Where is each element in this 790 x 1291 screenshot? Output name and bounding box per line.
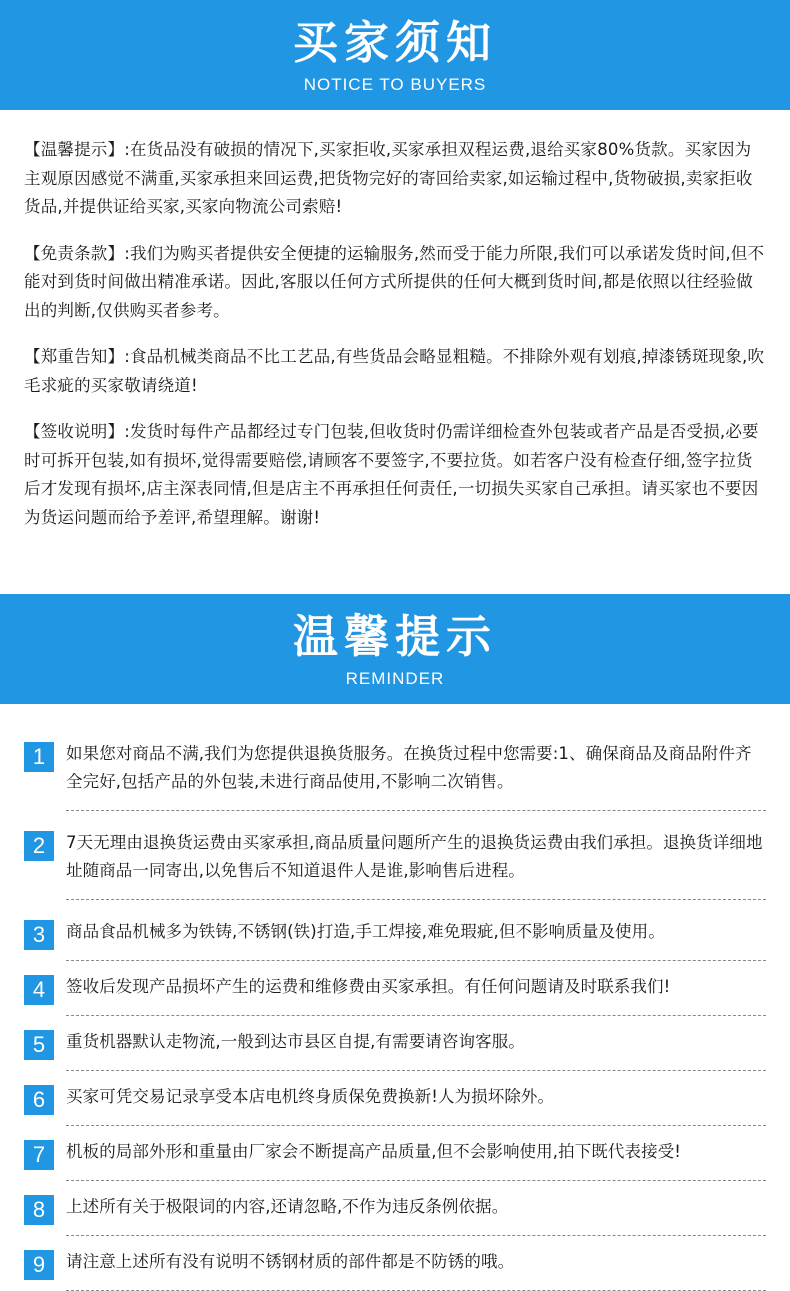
item-number-badge: 5 bbox=[24, 1030, 54, 1060]
reminder-subtitle: REMINDER bbox=[345, 669, 445, 688]
item-text: 重货机器默认走物流,一般到达市县区自提,有需要请咨询客服。 bbox=[66, 1032, 525, 1051]
item-text: 机板的局部外形和重量由厂家会不断提高产品质量,但不会影响使用,拍下既代表接受! bbox=[66, 1142, 682, 1161]
reminder-item bbox=[32, 1187, 766, 1236]
reminder-title: 温馨提示 bbox=[292, 610, 497, 663]
item-text: 请注意上述所有没有说明不锈钢材质的部件都是不防锈的哦。 bbox=[66, 1252, 515, 1271]
reminder-item bbox=[32, 1077, 766, 1126]
item-number-badge: 8 bbox=[24, 1195, 54, 1225]
notice-paragraph-disclaimer: 【免责条款】:我们为购买者提供安全便捷的运输服务,然而受于能力所限,我们可以承诺发货时间,但不能对到货时间做出精准承诺。因此,客服以任何方式所提供的任何大概到货时间,都是依照以往经验做出的判断,仅供购买者参考。 bbox=[24, 243, 765, 320]
notice-title: 买家须知 bbox=[292, 16, 497, 69]
item-text: 7天无理由退换货运费由买家承担,商品质量问题所产生的退换货运费由我们承担。退换货详细地址随商品一同寄出,以免售后不知道退件人是谁,影响售后进程。 bbox=[66, 833, 763, 880]
item-number-badge: 3 bbox=[24, 920, 54, 950]
item-number-badge: 6 bbox=[24, 1085, 54, 1115]
item-number-badge: 9 bbox=[24, 1250, 54, 1280]
notice-paragraph-receipt: 【签收说明】:发货时每件产品都经过专门包装,但收货时仍需详细检查外包装或者产品是否受损,必要时可拆开包装,如有损坏,觉得需要赔偿,请顾客不要签字,不要拉货。如若客户没有检查仔细,签字拉货后才发现有损坏,店主深表同情,但是店主不再承担任何责任,一切损失买家自己承担。请买家也不要因为货运问题而给予差评,希望理解。谢谢! bbox=[24, 422, 759, 527]
notice-paragraph-announcement: 【郑重告知】:食品机械类商品不比工艺品,有些货品会略显粗糙。不排除外观有划痕,掉漆锈斑现象,吹毛求疵的买家敬请绕道! bbox=[24, 347, 765, 395]
item-number-badge: 2 bbox=[24, 831, 54, 861]
notice-subtitle: NOTICE TO BUYERS bbox=[303, 75, 487, 94]
reminder-item bbox=[32, 1132, 766, 1181]
notice-banner bbox=[0, 0, 790, 110]
item-text: 如果您对商品不满,我们为您提供退换货服务。在换货过程中您需要:1、确保商品及商品附件齐全完好,包括产品的外包装,未进行商品使用,不影响二次销售。 bbox=[66, 744, 752, 791]
reminder-item bbox=[32, 823, 766, 900]
item-text: 商品食品机械多为铁铸,不锈钢(铁)打造,手工焊接,难免瑕疵,但不影响质量及使用。 bbox=[66, 922, 665, 941]
item-text: 买家可凭交易记录享受本店电机终身质保免费换新!人为损坏除外。 bbox=[66, 1087, 555, 1106]
notice-body bbox=[0, 110, 790, 594]
notice-paragraph-tips: 【温馨提示】:在货品没有破损的情况下,买家拒收,买家承担双程运费,退给买家80%货款。买家因为主观原因感觉不满重,买家承担来回运费,把货物完好的寄回给卖家,如运输过程中,货物破损,卖家拒收货品,并提供证给买家,买家向物流公司索赔! bbox=[24, 140, 753, 216]
reminder-item bbox=[32, 1242, 766, 1291]
reminder-list bbox=[0, 704, 790, 1291]
reminder-item bbox=[32, 967, 766, 1016]
item-number-badge: 1 bbox=[24, 742, 54, 772]
item-number-badge: 4 bbox=[24, 975, 54, 1005]
reminder-item bbox=[32, 1022, 766, 1071]
reminder-item bbox=[32, 912, 766, 961]
item-text: 上述所有关于极限词的内容,还请忽略,不作为违反条例依据。 bbox=[66, 1197, 509, 1216]
item-number-badge: 7 bbox=[24, 1140, 54, 1170]
item-text: 签收后发现产品损坏产生的运费和维修费由买家承担。有任何问题请及时联系我们! bbox=[66, 977, 671, 996]
reminder-banner bbox=[0, 594, 790, 704]
reminder-item bbox=[32, 734, 766, 811]
